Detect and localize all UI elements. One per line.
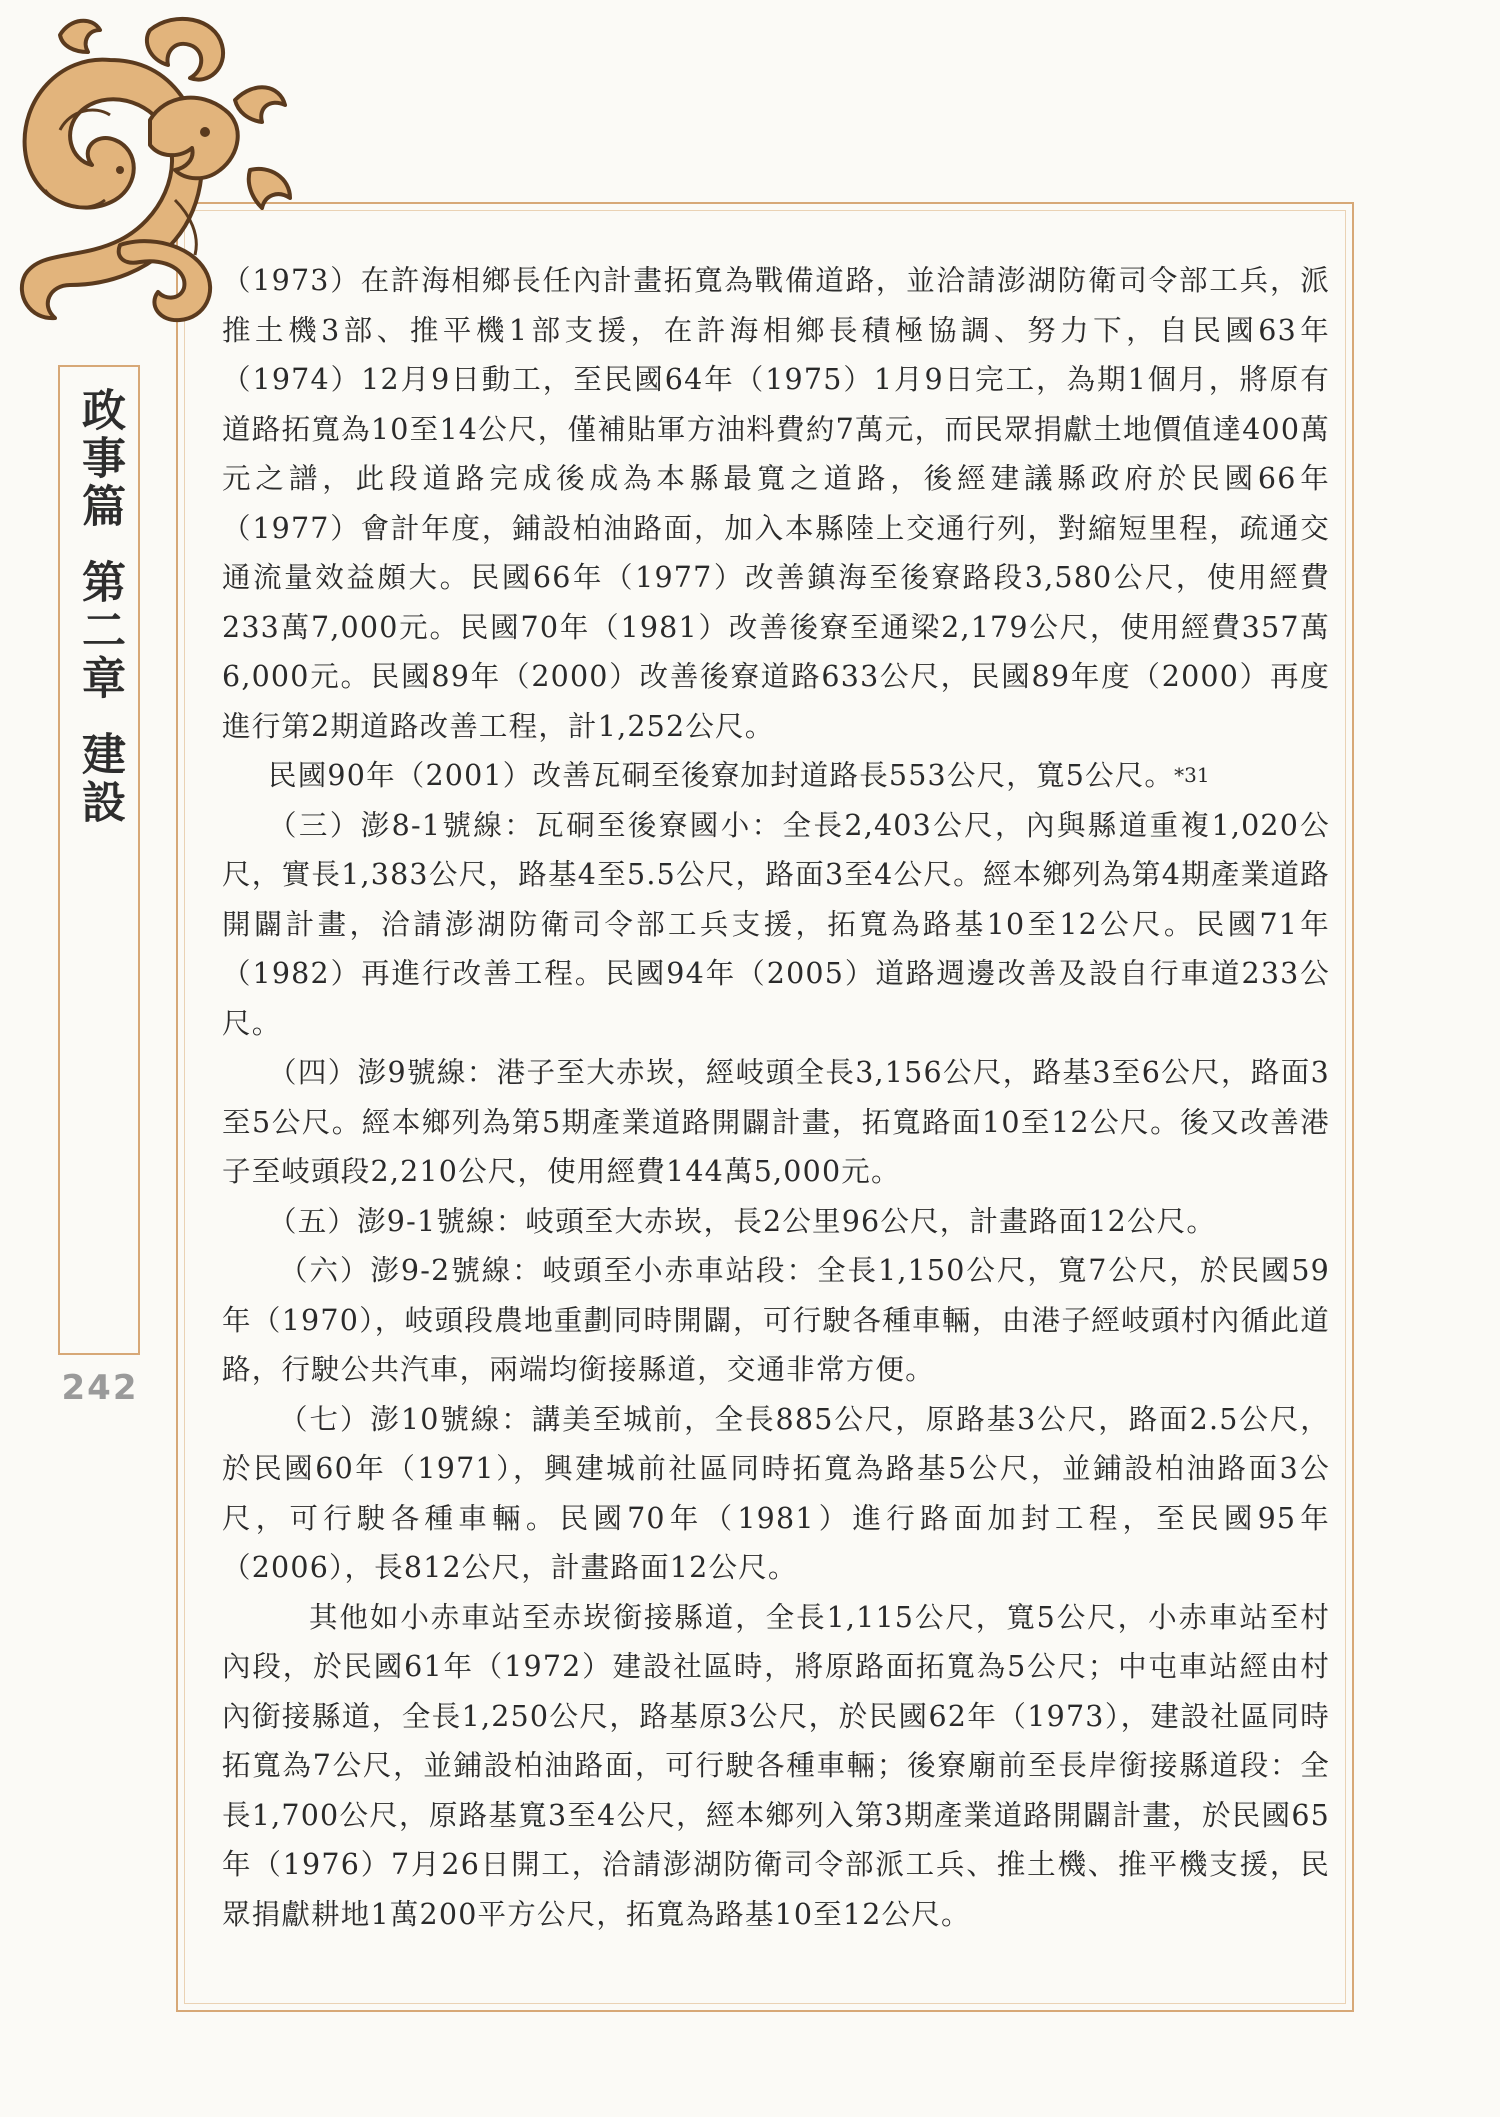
paragraph: （五）澎9-1號線：岐頭至大赤崁，長2公里96公尺，計畫路面12公尺。 [268,1204,1217,1238]
paragraph: （三）澎8-1號線：瓦硐至後寮國小：全長2,403公尺，內與縣道重複1,020公尺，實長1,383公尺，路基4至5.5公尺，路面3至4公尺。經本鄉列為第4期產業道路開闢計畫，洽請澎湖防衛司令部工兵支援，拓寬為路基10至12公尺。民國71年（1982）再進行改善工程。民國94年（2005）道路週邊改善及設自行車道233公尺。 [222,808,1330,1040]
section-title: 政事篇 [74,387,125,531]
paragraph: （七）澎10號線：講美至城前，全長885公尺，原路基3公尺，路面2.5公尺，於民國60年（1971），興建城前社區同時拓寬為路基5公尺，並鋪設柏油路面3公尺，可行駛各種車輛。民國70年（1981）進行路面加封工程，至民國95年（2006），長812公尺，計畫路面12公尺。 [222,1402,1330,1584]
paragraph [222,751,1330,801]
chapter-side-tab [58,365,140,1355]
chapter-title: 建設 [74,731,125,827]
paragraph: （1973）在許海相鄉長任內計畫拓寬為戰備道路，並洽請澎湖防衛司令部工兵，派推土機3部、推平機1部支援，在許海相鄉長積極協調、努力下，自民國63年（1974）12月9日動工，至民國64年（1975）1月9日完工，為期1個月，將原有道路拓寬為10至14公尺，僅補貼軍方油料費約7萬元，而民眾捐獻土地價值達400萬元之譜，此段道路完成後成為本縣最寬之道路，後經建議縣政府於民國66年（1977）會計年度，鋪設柏油路面，加入本縣陸上交通行列，對縮短里程，疏通交通流量效益頗大。民國66年（1977）改善鎮海至後寮路段3,580公尺，使用經費233萬7,000元。民國70年（1981）改善後寮至通梁2,179公尺，使用經費357萬6,000元。民國89年（2000）改善後寮道路633公尺，民國89年度（2000）再度進行第2期道路改善工程，計1,252公尺。 [222,264,1330,743]
paragraph-text: 民國90年（2001）改善瓦硐至後寮加封道路長553公尺，寬5公尺。 [268,759,1175,792]
page-number: 242 [61,1368,139,1408]
body-text [222,256,1330,1939]
paragraph: （六）澎9-2號線：岐頭至小赤車站段：全長1,150公尺，寬7公尺，於民國59年（1970），岐頭段農地重劃同時開闢，可行駛各種車輛，由港子經岐頭村內循此道路，行駛公共汽車，兩端均銜接縣道，交通非常方便。 [222,1254,1330,1386]
paragraph: 其他如小赤車站至赤崁銜接縣道，全長1,115公尺，寬5公尺，小赤車站至村內段，於民國61年（1972）建設社區時，將原路面拓寬為5公尺；中屯車站經由村內銜接縣道，全長1,250公尺，路基原3公尺，於民國62年（1973），建設社區同時拓寬為7公尺，並鋪設柏油路面，可行駛各種車輛；後寮廟前至長岸銜接縣道段：全長1,700公尺，原路基寬3至4公尺，經本鄉列入第3期產業道路開闢計畫，於民國65年（1976）7月26日開工，洽請澎湖防衛司令部派工兵、推土機、推平機支援，民眾捐獻耕地1萬200平方公尺，拓寬為路基10至12公尺。 [222,1600,1330,1931]
chapter-side-title [60,387,138,827]
chapter-number: 第二章 [74,559,125,703]
footnote-marker: *31 [1174,763,1210,787]
paragraph: （四）澎9號線：港子至大赤崁，經岐頭全長3,156公尺，路基3至6公尺，路面3至5公尺。經本鄉列為第5期產業道路開闢計畫，拓寬路面10至12公尺。後又改善港子至岐頭段2,210公尺，使用經費144萬5,000元。 [222,1056,1330,1188]
